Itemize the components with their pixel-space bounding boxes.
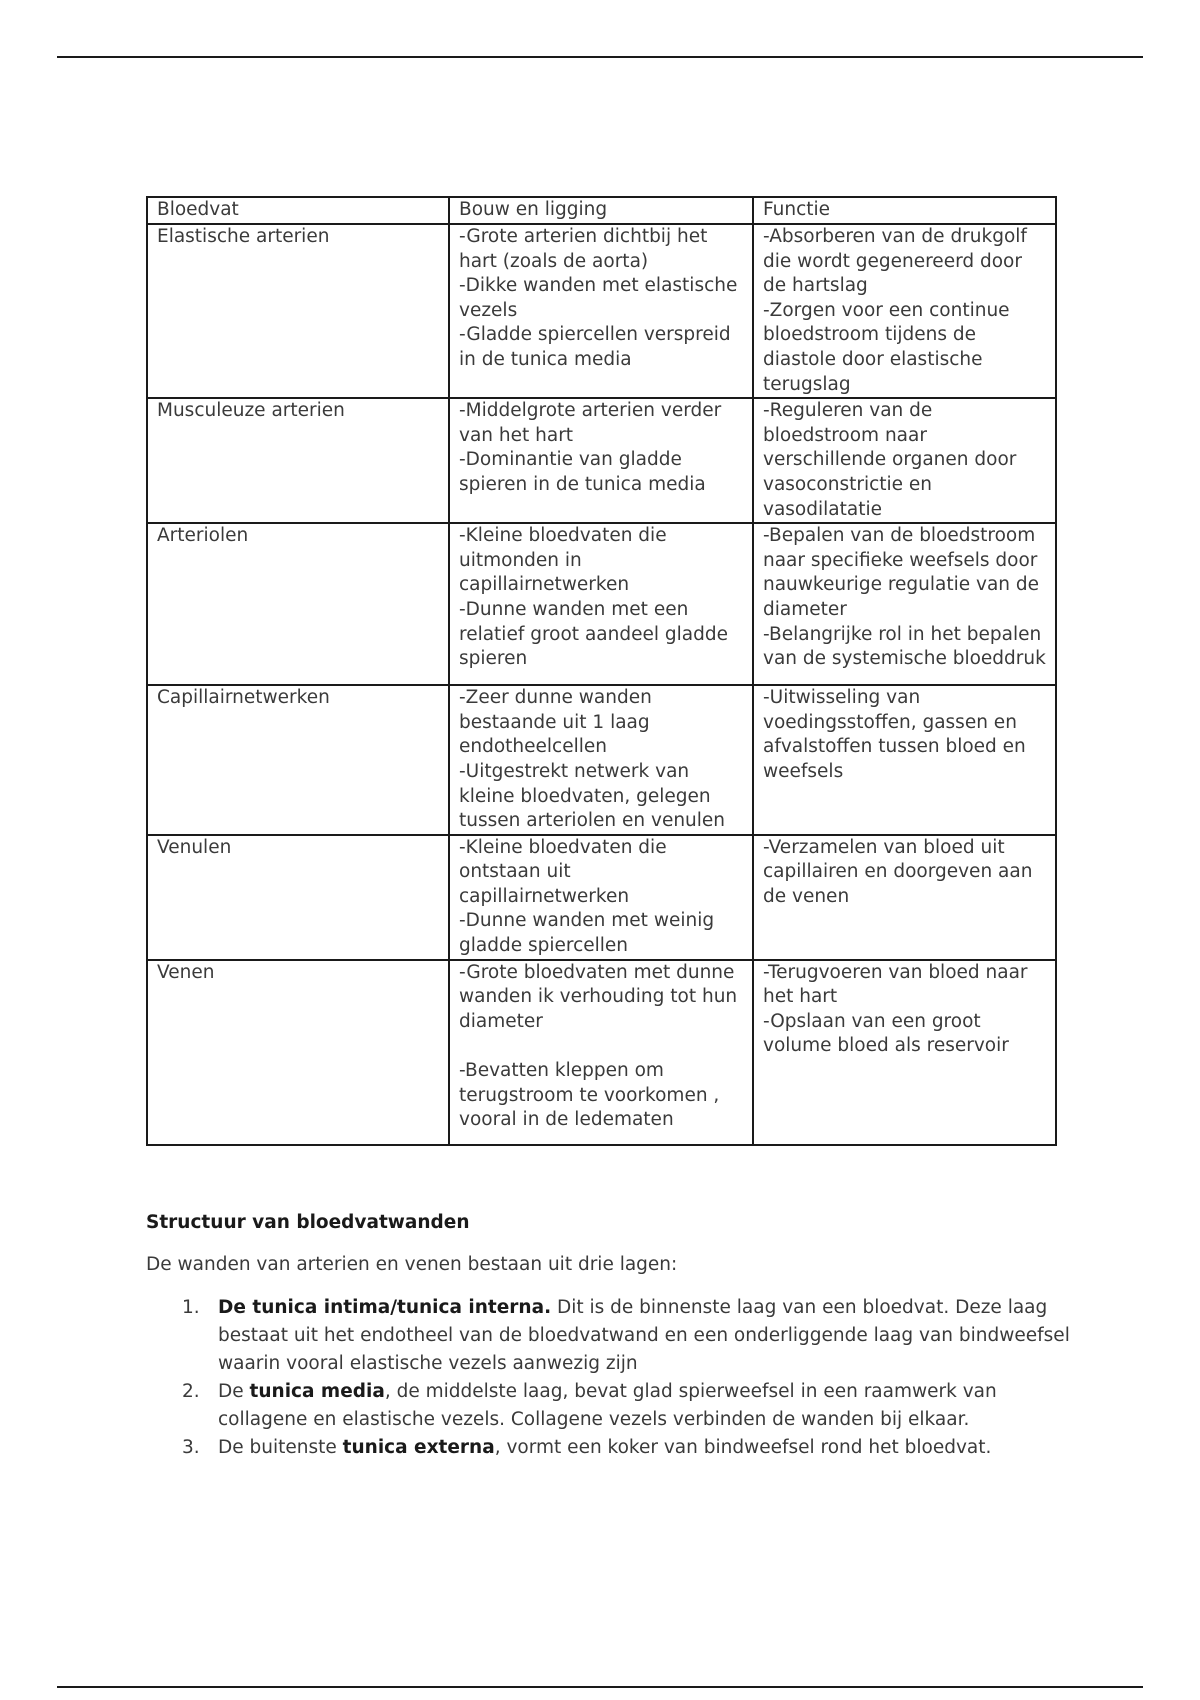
structure-line: -Dunne wanden met weinig gladde spiercellen [459, 910, 715, 957]
vessel-name: Musculeuze arterien [157, 400, 345, 422]
function-cell [753, 224, 1056, 398]
structure-line: -Uitgestrekt netwerk van kleine bloedvaten, gelegen tussen arteriolen en venulen [459, 760, 726, 832]
structure-line: -Dominantie van gladde spieren in de tunica media [459, 449, 706, 495]
function-line: -Bepalen van de bloedstroom naar specifieke weefsels door nauwkeurige regulatie van de diameter [763, 525, 1040, 620]
layer-list [146, 1294, 1076, 1462]
vessel-name-cell [147, 685, 449, 835]
function-line: -Verzamelen van bloed uit capillairen en doorgeven aan de venen [763, 836, 1033, 907]
structure-cell [449, 398, 753, 523]
structure-cell [449, 835, 753, 960]
structure-cell [449, 960, 753, 1145]
section-title: Structuur van bloedvatwanden [146, 1212, 470, 1233]
vessel-name-cell [147, 224, 449, 398]
structure-line: -Dunne wanden met een relatief groot aandeel gladde spieren [459, 598, 728, 670]
structure-line: -Grote bloedvaten met dunne wanden ik verhouding tot hun diameter [459, 961, 738, 1032]
layer-list-item [146, 1294, 1076, 1378]
structure-cell [449, 523, 753, 685]
layer-description: Dit is de binnenste laag van een bloedvat. Deze laag bestaat uit het endotheel van de bloedvatwand en een onderliggende laag van bindweefsel waarin vooral elastische vezels aanwezig zijn [218, 1297, 1070, 1374]
footer-rule [57, 1686, 1143, 1688]
structure-line: -Gladde spiercellen verspreid in de tunica media [459, 324, 731, 370]
column-header-vessel: Bloedvat [147, 197, 449, 224]
layer-description: , vormt een koker van bindweefsel rond het bloedvat. [494, 1437, 992, 1458]
function-cell [753, 835, 1056, 960]
function-line: -Zorgen voor een continue bloedstroom tijdens de diastole door elastische terugslag [763, 299, 1010, 395]
function-cell [753, 523, 1056, 685]
table-row [147, 398, 1056, 523]
structure-line: -Bevatten kleppen om terugstroom te voorkomen , vooral in de ledematen [459, 1060, 720, 1131]
vessel-name-cell [147, 835, 449, 960]
vessel-name-cell [147, 960, 449, 1145]
structure-cell [449, 685, 753, 835]
wall-structure-section [146, 1210, 1076, 1462]
function-line: -Reguleren van de bloedstroom naar verschillende organen door vasoconstrictie en vasodilatatie [763, 400, 1017, 520]
paragraph-gap [459, 1034, 744, 1059]
structure-line: -Zeer dunne wanden bestaande uit 1 laag endotheelcellen [459, 687, 652, 758]
item-prefix: De [218, 1381, 250, 1402]
layer-description: , de middelste laag, bevat glad spierweefsel in een raamwerk van collagene en elastische vezels. Collagene vezels verbinden de wanden bij elkaar. [218, 1381, 997, 1430]
structure-line: -Dikke wanden met elastische vezels [459, 275, 738, 321]
function-line: -Opslaan van een groot volume bloed als reservoir [763, 1010, 1009, 1057]
structure-line: -Middelgrote arterien verder van het hart [459, 400, 722, 446]
blood-vessel-table [146, 196, 1057, 1146]
section-intro: De wanden van arterien en venen bestaan uit drie lagen: [146, 1254, 678, 1275]
vessel-name: Venen [157, 961, 215, 983]
function-line: -Terugvoeren van bloed naar het hart [763, 961, 1028, 1008]
function-line: -Absorberen van de drukgolf die wordt gegenereerd door de hartslag [763, 226, 1027, 297]
vessel-name: Elastische arterien [157, 226, 330, 247]
structure-line: -Grote arterien dichtbij het hart (zoals de aorta) [459, 226, 708, 272]
layer-list-item [146, 1378, 1076, 1434]
column-header-structure: Bouw en ligging [449, 197, 753, 224]
structure-line: -Kleine bloedvaten die ontstaan uit capillairnetwerken [459, 836, 667, 907]
vessel-name: Capillairnetwerken [157, 687, 330, 709]
layer-term: tunica externa [342, 1437, 495, 1458]
column-header-function: Functie [753, 197, 1056, 224]
vessel-name: Arteriolen [157, 525, 249, 547]
table-row [147, 685, 1056, 835]
structure-line: -Kleine bloedvaten die uitmonden in capillairnetwerken [459, 525, 667, 596]
vessel-name: Venulen [157, 836, 232, 858]
table-row [147, 523, 1056, 685]
vessel-name-cell [147, 523, 449, 685]
function-line: -Uitwisseling van voedingsstoffen, gassen en afvalstoffen tussen bloed en weefsels [763, 687, 1026, 782]
list-number: 2. [182, 1381, 200, 1402]
layer-term: tunica media [249, 1381, 385, 1402]
header-rule [57, 56, 1143, 58]
table-header-row [147, 197, 1056, 224]
vessel-name-cell [147, 398, 449, 523]
function-cell [753, 685, 1056, 835]
table-row [147, 835, 1056, 960]
table-row [147, 960, 1056, 1145]
layer-list-item [146, 1434, 1076, 1462]
list-number: 1. [182, 1297, 200, 1318]
item-prefix: De buitenste [218, 1437, 343, 1458]
function-line: -Belangrijke rol in het bepalen van de systemische bloeddruk [763, 623, 1046, 670]
table-row [147, 224, 1056, 398]
structure-cell [449, 224, 753, 398]
layer-term: De tunica intima/tunica interna. [218, 1297, 552, 1318]
list-number: 3. [182, 1437, 200, 1458]
function-cell [753, 398, 1056, 523]
function-cell [753, 960, 1056, 1145]
